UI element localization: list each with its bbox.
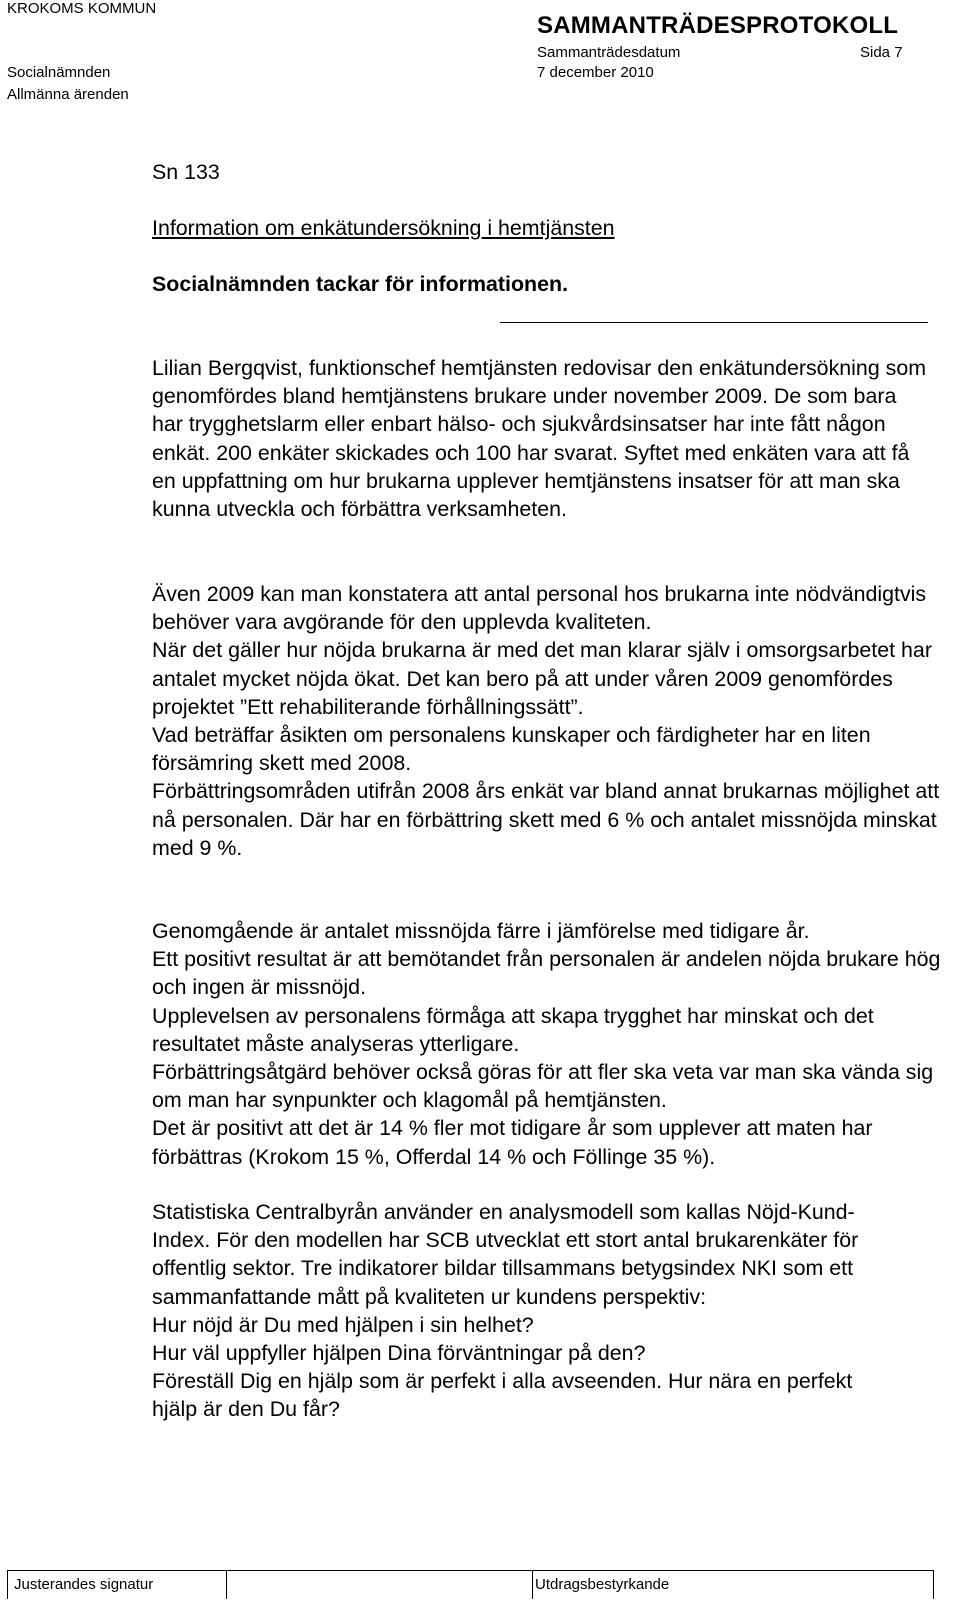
item-heading: Information om enkätundersökning i hemtjänsten (152, 216, 615, 240)
footer-box-edge (226, 1571, 227, 1599)
document-title: SAMMANTRÄDESPROTOKOLL (537, 12, 899, 39)
committee-name: Socialnämnden (7, 64, 111, 81)
page-number: Sida 7 (860, 44, 903, 61)
section-type: Allmänna ärenden (7, 86, 129, 103)
signature-label: Justerandes signatur (14, 1576, 154, 1593)
paragraph: Även 2009 kan man konstatera att antal personal hos brukarna inte nödvändigtvis behöver vara avgörande för den upplevda kvaliteten. När det gäller hur nöjda brukarna är med det man klarar själv i omsorgsarbetet har antalet mycket nöjda ökat. Det kan bero på att under våren 2009 genomfördes projektet ”Ett rehabiliterande förhållningssätt”. Vad beträffar åsikten om personalens kunskaper och färdigheter har en liten försämring skett med 2008. Förbättringsområden utifrån 2008 års enkät var bland annat brukarnas möjlighet att nå personalen. Där har en förbättring skett med 6 % och antalet missnöjda minskat med 9 %. (152, 582, 940, 860)
divider (500, 322, 928, 323)
footer-box-edge (933, 1571, 934, 1599)
footer-box-edge (7, 1571, 8, 1599)
paragraph: Lilian Bergqvist, funktionschef hemtjänsten redovisar den enkätundersökning som genomfördes bland hemtjänstens brukare under november 2009. De som bara har trygghetslarm eller enbart hälso- och sjukvårdsinsatser har inte fått någon enkät. 200 enkäter skickades och 100 har svarat. Syftet med enkäten vara att få en uppfattning om hur brukarna upplever hemtjänstens insatser för att man ska kunna utveckla och förbättra verksamheten. (152, 356, 927, 522)
organization-name: KROKOMS KOMMUN (7, 0, 157, 17)
footer-box-edge (532, 1571, 533, 1599)
paragraph: Genomgående är antalet missnöjda färre i jämförelse med tidigare år. Ett positivt resultat är att bemötandet från personalen är andelen nöjda brukare hög och ingen är missnöjd. Upplevelsen av personalens förmåga att skapa trygghet har minskat och det resultatet måste analyseras ytterligare. Förbättringsåtgärd behöver också göras för att fler ska veta var man ska vända sig om man har synpunkter och klagomål på hemtjänsten. Det är positivt att det är 14 % fler mot tidigare år som upplever att maten har förbättras (Krokom 15 %, Offerdal 14 % och Föllinge 35 %). (152, 919, 941, 1169)
item-number: Sn 133 (152, 160, 220, 184)
paragraph: Statistiska Centralbyrån använder en analysmodell som kallas Nöjd-Kund-Index. För den modellen har SCB utvecklat ett stort antal brukarenkäter för offentlig sektor. Tre indikatorer bildar tillsammans betygsindex NKI som ett sammanfattande mått på kvaliteten ur kundens perspektiv: Hur nöjd är Du med hjälpen i sin helhet? Hur väl uppfyller hjälpen Dina förväntningar på den? Föreställ Dig en hjälp som är perfekt i alla avseenden. Hur nära en perfekt hjälp är den Du får? (152, 1200, 859, 1422)
meeting-date: 7 december 2010 (537, 64, 654, 81)
extract-certification-label: Utdragsbestyrkande (535, 1576, 670, 1593)
meeting-date-label: Sammanträdesdatum (537, 44, 681, 61)
decision-text: Socialnämnden tackar för informationen. (152, 272, 569, 296)
footer-divider (7, 1570, 934, 1571)
